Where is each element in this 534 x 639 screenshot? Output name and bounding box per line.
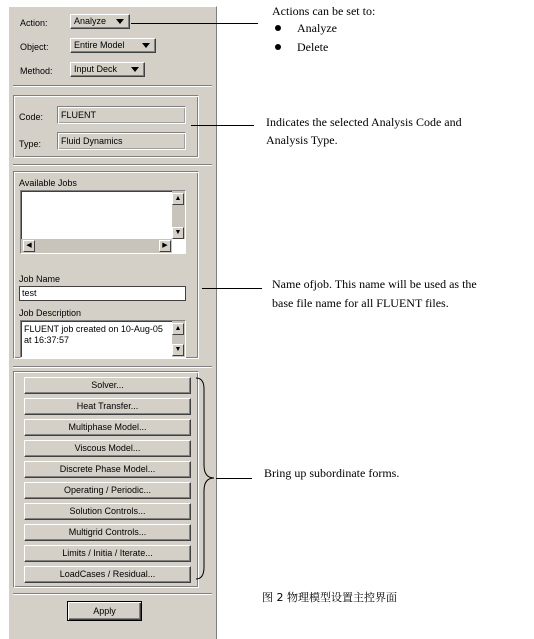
operating-periodic-button[interactable]: Operating / Periodic... <box>24 482 191 499</box>
separator <box>13 593 212 595</box>
dropdown-arrow-icon <box>116 19 124 24</box>
available-jobs-label: Available Jobs <box>19 178 77 188</box>
code-note-line-1: Indicates the selected Analysis Code and <box>266 115 462 129</box>
multigrid-controls-button[interactable]: Multigrid Controls... <box>24 524 191 541</box>
action-value: Analyze <box>74 16 107 26</box>
jobs-group <box>13 171 199 359</box>
limits-initia-iterate-button[interactable]: Limits / Initia / Iterate... <box>24 545 191 562</box>
type-field: Fluid Dynamics <box>57 132 186 150</box>
forms-note: Bring up subordinate forms. <box>264 466 400 480</box>
action-label: Action: <box>20 18 48 28</box>
job-note-line-1: Name ofjob. This name will be used as the <box>272 277 477 291</box>
scroll-down-icon[interactable]: ▼ <box>172 227 184 239</box>
type-label: Type: <box>19 139 42 149</box>
scroll-up-icon[interactable]: ▲ <box>172 323 184 335</box>
brace-icon <box>194 377 218 580</box>
job-description-line-1: FLUENT job created on 10-Aug-05 <box>24 324 163 334</box>
method-label: Method: <box>20 66 53 76</box>
object-option-menu[interactable] <box>70 38 156 53</box>
dropdown-arrow-icon <box>131 67 139 72</box>
available-jobs-list[interactable] <box>20 190 186 254</box>
code-field: FLUENT <box>57 106 186 124</box>
job-description-line-2: at 16:37:57 <box>24 335 70 345</box>
horizontal-scrollbar[interactable] <box>21 239 172 253</box>
discrete-phase-model-button[interactable]: Discrete Phase Model... <box>24 461 191 478</box>
scroll-down-icon[interactable]: ▼ <box>172 344 184 356</box>
actions-note-item-delete: Delete <box>275 38 328 56</box>
separator <box>13 85 212 87</box>
code-leader-line <box>191 125 254 126</box>
separator <box>13 366 212 368</box>
separator <box>13 164 212 166</box>
action-option-menu[interactable] <box>70 14 130 29</box>
job-name-label: Job Name <box>19 274 61 284</box>
loadcases-residual-button[interactable]: LoadCases / Residual... <box>24 566 191 583</box>
actions-leader-line <box>131 23 258 24</box>
bullet-icon <box>275 44 281 50</box>
code-note-line-2: Analysis Type. <box>266 133 338 147</box>
job-description-textarea[interactable] <box>20 320 186 358</box>
job-name-input[interactable]: test <box>19 286 186 301</box>
code-type-group <box>13 95 199 158</box>
viscous-model-button[interactable]: Viscous Model... <box>24 440 191 457</box>
method-value: Input Deck <box>74 64 118 74</box>
figure-caption: 图 2 物理模型设置主控界面 <box>262 591 397 604</box>
object-label: Object: <box>20 42 49 52</box>
actions-note-item-analyze: Analyze <box>275 19 337 37</box>
job-note-line-2: base file name for all FLUENT files. <box>272 296 449 310</box>
dropdown-arrow-icon <box>142 43 150 48</box>
actions-note-title: Actions can be set to: <box>272 4 376 18</box>
job-description-label: Job Description <box>19 308 82 318</box>
method-option-menu[interactable] <box>70 62 145 77</box>
scroll-left-icon[interactable]: ◀ <box>23 240 35 252</box>
scroll-up-icon[interactable]: ▲ <box>172 193 184 205</box>
apply-button[interactable]: Apply <box>67 601 142 621</box>
subordinate-forms-group <box>13 371 199 588</box>
heat-transfer-button[interactable]: Heat Transfer... <box>24 398 191 415</box>
object-value: Entire Model <box>74 40 125 50</box>
solver-button[interactable]: Solver... <box>24 377 191 394</box>
multiphase-model-button[interactable]: Multiphase Model... <box>24 419 191 436</box>
job-leader-line <box>202 288 262 289</box>
code-label: Code: <box>19 112 44 122</box>
solution-controls-button[interactable]: Solution Controls... <box>24 503 191 520</box>
analysis-form-panel <box>8 6 217 639</box>
bullet-icon <box>275 25 281 31</box>
scroll-right-icon[interactable]: ▶ <box>159 240 171 252</box>
forms-leader-line <box>216 478 252 479</box>
